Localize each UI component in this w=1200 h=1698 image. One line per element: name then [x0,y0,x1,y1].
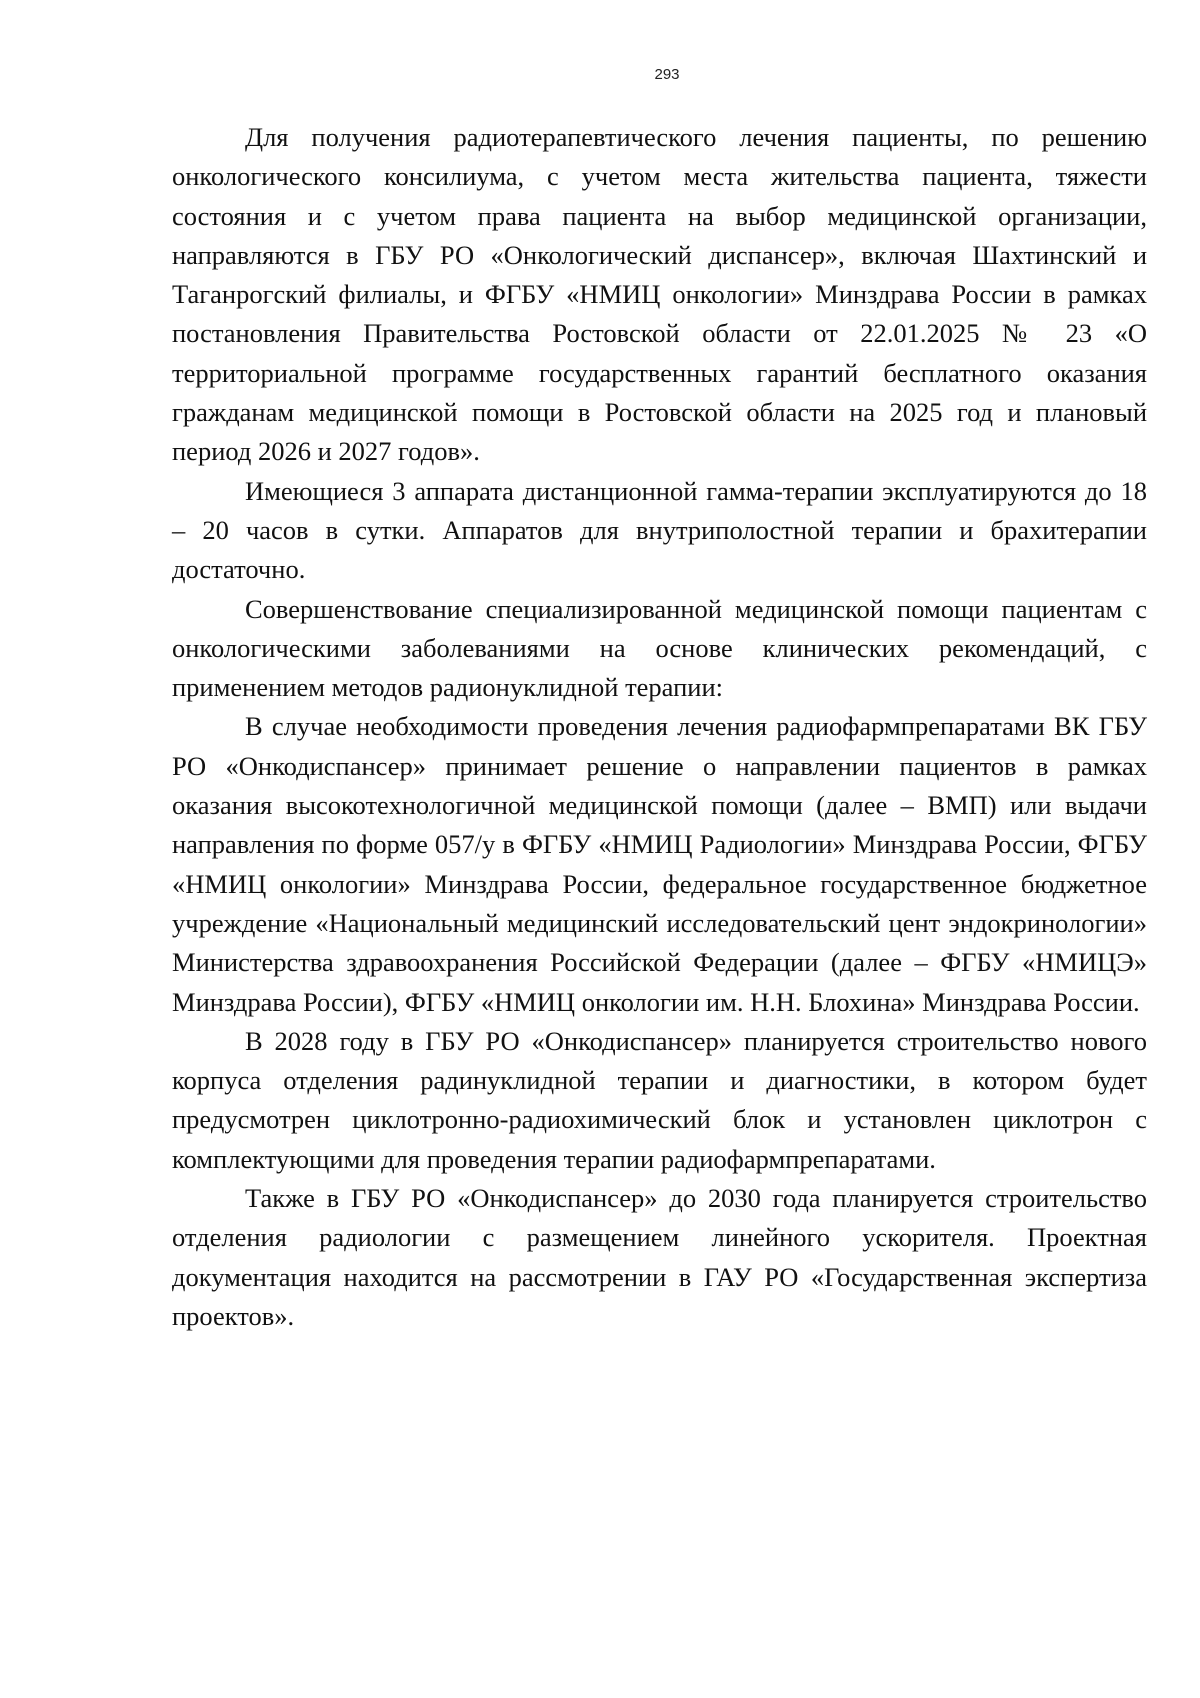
paragraph-radiology-department-2030: Также в ГБУ РО «Онкодиспансер» до 2030 года планируется строительство отделения радиологии с размещением линейного ускорителя. Проектная документация находится на рассмотрении в ГАУ РО «Государственная экспертиза проектов». [172,1183,1147,1331]
paragraph-new-building-2028: В 2028 году в ГБУ РО «Онкодиспансер» планируется строительство нового корпуса отделения радинуклидной терапии и диагностики, в котором будет предусмотрен циклотронно-радиохимический блок и установлен циклотрон с комплектующими для проведения терапии радиофармпрепаратами. [172,1025,1147,1174]
paragraph-gamma-therapy-devices: Имеющиеся 3 аппарата дистанционной гамма-терапии эксплуатируются до 18 – 20 часов в сутки. Аппаратов для внутриполостной терапии и брахитерапии достаточно. [172,475,1147,585]
paragraph-radiotherapy-referral: Для получения радиотерапевтического лечения пациенты, по решению онкологического консилиума, с учетом места жительства пациента, тяжести состояния и с учетом права пациента на выбор медицинской организации, направляются в ГБУ РО «Онкологический диспансер», включая Шахтинский и Таганрогский филиалы, и ФГБУ «НМИЦ онкологии» Минздрава России в рамках постановления Правительства Ростовской области от 22.01.2025 № 23 «О территориальной программе государственных гарантий бесплатного оказания гражданам медицинской помощи в Ростовской области на 2025 год и плановый период 2026 и 2027 годов». [172,122,1147,467]
document-body [172,118,1147,1336]
page-number: 293 [654,66,680,83]
paragraph-specialized-care-improvement: Совершенствование специализированной медицинской помощи пациентам с онкологическими заболеваниями на основе клинических рекомендаций, с применением методов радионуклидной терапии: [172,593,1147,703]
paragraph-radiopharmaceutical-treatment: В случае необходимости проведения лечения радиофармпрепаратами ВК ГБУ РО «Онкодиспансер» принимает решение о направлении пациентов в рамках оказания высокотехнологичной медицинской помощи (далее – ВМП) или выдачи направления по форме 057/у в ФГБУ «НМИЦ Радиологии» Минздрава России, ФГБУ «НМИЦ онкологии» Минздрава России, федеральное государственное бюджетное учреждение «Национальный медицинский исследовательский цент эндокринологии» Министерства здравоохранения Российской Федерации (далее – ФГБУ «НМИЦЭ» Минздрава России), ФГБУ «НМИЦ онкологии им. Н.Н. Блохина» Минздрава России. [172,711,1147,1017]
